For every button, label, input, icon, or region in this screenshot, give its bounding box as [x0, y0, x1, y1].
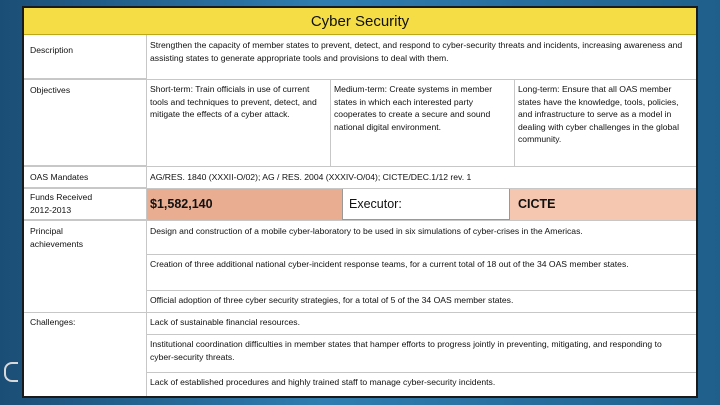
description-text: Strengthen the capacity of member states to prevent, detect, and respond to cyber-security threats and incidents, increasing awareness and assisting states to generate appropriate tools and provisions to deal with them. — [146, 35, 696, 79]
table-title: Cyber Security — [24, 8, 696, 35]
grid-line — [24, 188, 696, 189]
executor-label: Executor: — [342, 188, 510, 220]
grid-line — [24, 220, 696, 221]
challenge-item: Lack of sustainable financial resources. — [146, 312, 696, 334]
grid-line — [24, 312, 696, 313]
achievements-label: Principal achievements — [24, 220, 146, 312]
description-label: Description — [24, 35, 146, 79]
mandates-label: OAS Mandates — [24, 166, 146, 188]
challenge-item: Institutional coordination difficulties in member states that hamper efforts to progress jointly in preventing, mitigating, and responding to cyber-security threats. — [146, 334, 696, 372]
challenges-label: Challenges: — [24, 312, 146, 396]
objective-long-term: Long-term: Ensure that all OAS member states have the knowledge, tools, policies, and infrastructure to serve as a model in dealing with cyber challenges in the global community. — [514, 79, 696, 166]
grid-line — [146, 334, 696, 335]
challenge-item: Lack of established procedures and highly trained staff to manage cyber-security incidents. — [146, 372, 696, 396]
grid-line — [146, 254, 696, 255]
grid-line — [146, 290, 696, 291]
objective-medium-term: Medium-term: Create systems in member states in which each interested party cooperates to create a secure and sound national digital environment. — [330, 79, 514, 166]
funds-amount: $1,582,140 — [146, 188, 342, 220]
grid-line — [24, 79, 696, 80]
objectives-label: Objectives — [24, 79, 146, 166]
achievement-item: Creation of three additional national cyber-incident response teams, for a current total of 18 out of the 34 OAS member states. — [146, 254, 696, 290]
grid-line — [146, 35, 147, 396]
funds-label: Funds Received 2012-2013 — [24, 188, 146, 220]
grid-line — [146, 372, 696, 373]
grid-line — [24, 166, 696, 167]
grid-line — [514, 79, 515, 166]
executor-value: CICTE — [510, 188, 696, 220]
achievement-item: Official adoption of three cyber security strategies, for a total of 5 of the 34 OAS member states. — [146, 290, 696, 312]
grid-line — [330, 79, 331, 166]
achievement-item: Design and construction of a mobile cyber-laboratory to be used in six simulations of cyber-crises in the Americas. — [146, 220, 696, 254]
objective-short-term: Short-term: Train officials in use of current tools and techniques to prevent, detect, and mitigate the effects of a cyber attack. — [146, 79, 330, 166]
mandates-text: AG/RES. 1840 (XXXII-O/02); AG / RES. 2004 (XXXIV-O/04); CICTE/DEC.1/12 rev. 1 — [146, 166, 696, 188]
cyber-security-table — [22, 6, 698, 398]
corner-decoration — [4, 362, 18, 382]
